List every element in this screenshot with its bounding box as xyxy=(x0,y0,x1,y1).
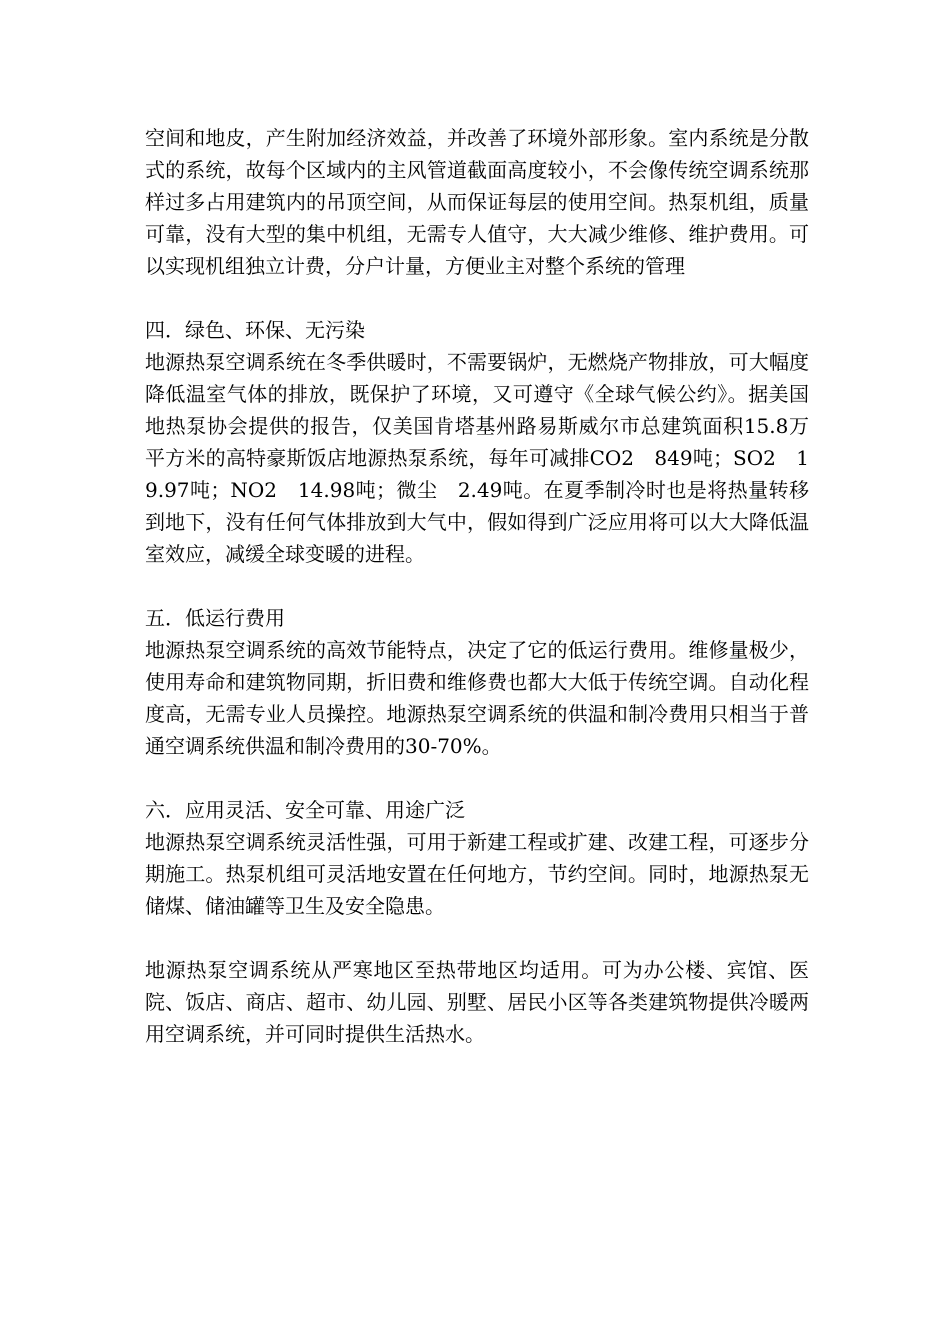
section-heading-flexible: 六．应用灵活、安全可靠、用途广泛 xyxy=(145,798,465,822)
paragraph-low-cost: 地源热泵空调系统的高效节能特点，决定了它的低运行费用。维修量极少，使用寿命和建筑物同期，折旧费和维修费也都大大低于传统空调。自动化程度高，无需专业人员操控。地源热泵空调系统的供温和制冷费用只相当于普通空调系统供温和制冷费用的30-70%。 xyxy=(145,638,809,758)
paragraph-gap xyxy=(145,570,809,602)
paragraph-gap xyxy=(145,282,809,314)
paragraph-flexible: 地源热泵空调系统灵活性强，可用于新建工程或扩建、改建工程，可逐步分期施工。热泵机组可灵活地安置在任何地方，节约空间。同时，地源热泵无储煤、储油罐等卫生及安全隐患。 xyxy=(145,830,809,918)
document-body xyxy=(145,122,809,1050)
paragraph-gap xyxy=(145,922,809,954)
section-heading-green: 四．绿色、环保、无污染 xyxy=(145,318,365,342)
section-heading-low-cost: 五．低运行费用 xyxy=(145,606,285,630)
paragraph-applicability: 地源热泵空调系统从严寒地区至热带地区均适用。可为办公楼、宾馆、医院、饭店、商店、超市、幼儿园、别墅、居民小区等各类建筑物提供冷暖两用空调系统，并可同时提供生活热水。 xyxy=(145,958,809,1046)
paragraph-green: 地源热泵空调系统在冬季供暖时，不需要锅炉，无燃烧产物排放，可大幅度降低温室气体的排放，既保护了环境，又可遵守《全球气候公约》。据美国地热泵协会提供的报告，仅美国肯塔基州路易斯威尔市总建筑面积15.8万平方米的高特豪斯饭店地源热泵系统，每年可减排CO2 849吨；SO2 19.97吨；NO2 14.98吨；微尘 2.49吨。在夏季制冷时也是将热量转移到地下，没有任何气体排放到大气中，假如得到广泛应用将可以大大降低温室效应，减缓全球变暖的进程。 xyxy=(145,350,809,566)
paragraph-indoor-system: 空间和地皮，产生附加经济效益，并改善了环境外部形象。室内系统是分散式的系统，故每个区域内的主风管道截面高度较小，不会像传统空调系统那样过多占用建筑内的吊顶空间，从而保证每层的使用空间。热泵机组，质量可靠，没有大型的集中机组，无需专人值守，大大减少维修、维护费用。可以实现机组独立计费，分户计量，方便业主对整个系统的管理 xyxy=(145,126,809,278)
paragraph-gap xyxy=(145,762,809,794)
